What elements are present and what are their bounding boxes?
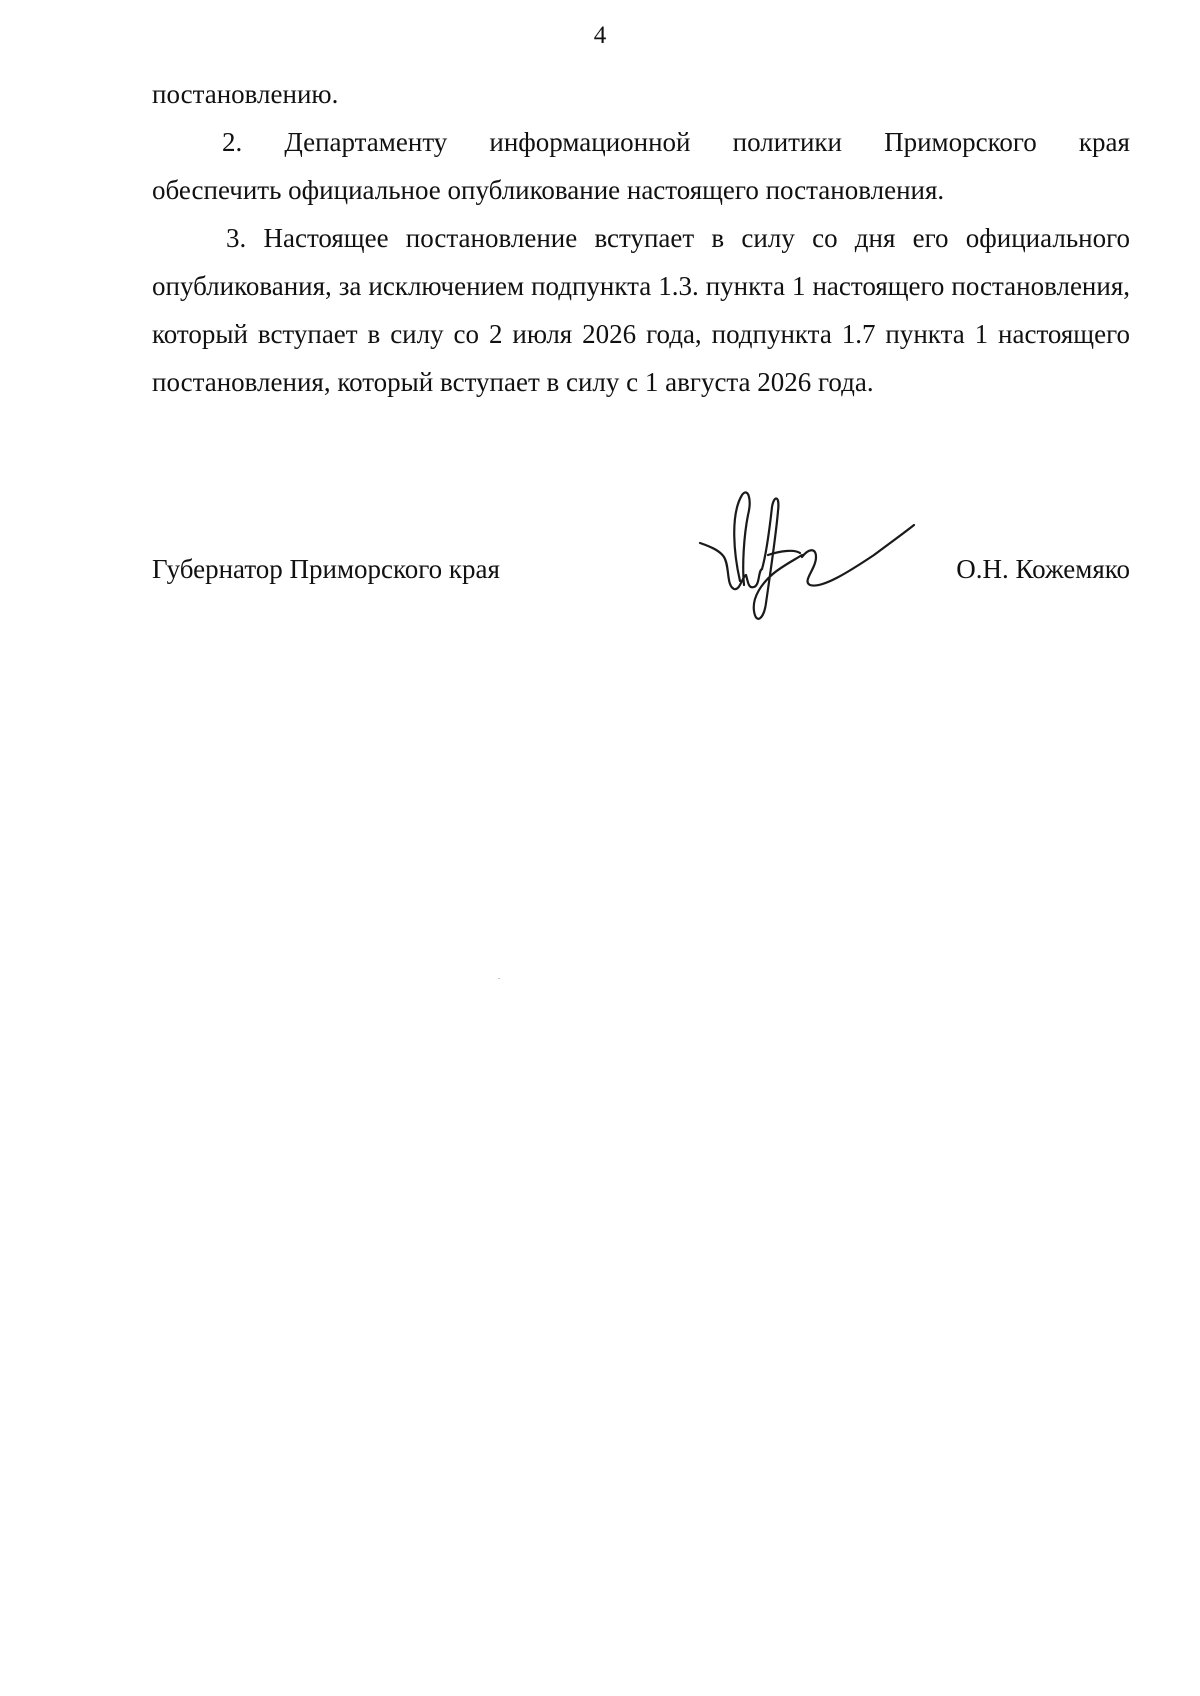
signatory-name: О.Н. Кожемяко bbox=[956, 554, 1130, 584]
paragraph-2-word: политики bbox=[732, 127, 842, 157]
page-number: 4 bbox=[593, 22, 607, 49]
paragraph-2 bbox=[152, 118, 1130, 214]
paragraph-2-line-2: обеспечить официальное опубликование настоящего постановления. bbox=[152, 175, 945, 205]
handwritten-signature bbox=[690, 485, 920, 645]
paragraph-2-number: 2. bbox=[222, 127, 243, 157]
paragraph-2-word: Приморского bbox=[884, 127, 1037, 157]
scan-speck bbox=[498, 978, 500, 979]
paragraph-2-word: Департаменту bbox=[284, 127, 448, 157]
paragraph-2-line-1 bbox=[152, 118, 1130, 166]
paragraph-3: 3. Настоящее постановление вступает в силу со дня его официального опубликования, за исключением подпункта 1.3. пункта 1 настоящего постановления, который вступает в силу со 2 июля 2026 года, подпункта 1.7 пункта 1 настоящего постановления, который вступает в силу с 1 августа 2026 года. bbox=[152, 223, 1130, 397]
signatory-title: Губернатор Приморского края bbox=[152, 554, 500, 584]
paragraph-2-word: края bbox=[1078, 127, 1130, 157]
paragraph-2-word: информационной bbox=[489, 127, 691, 157]
paragraph-continuation: постановлению. bbox=[152, 79, 339, 109]
